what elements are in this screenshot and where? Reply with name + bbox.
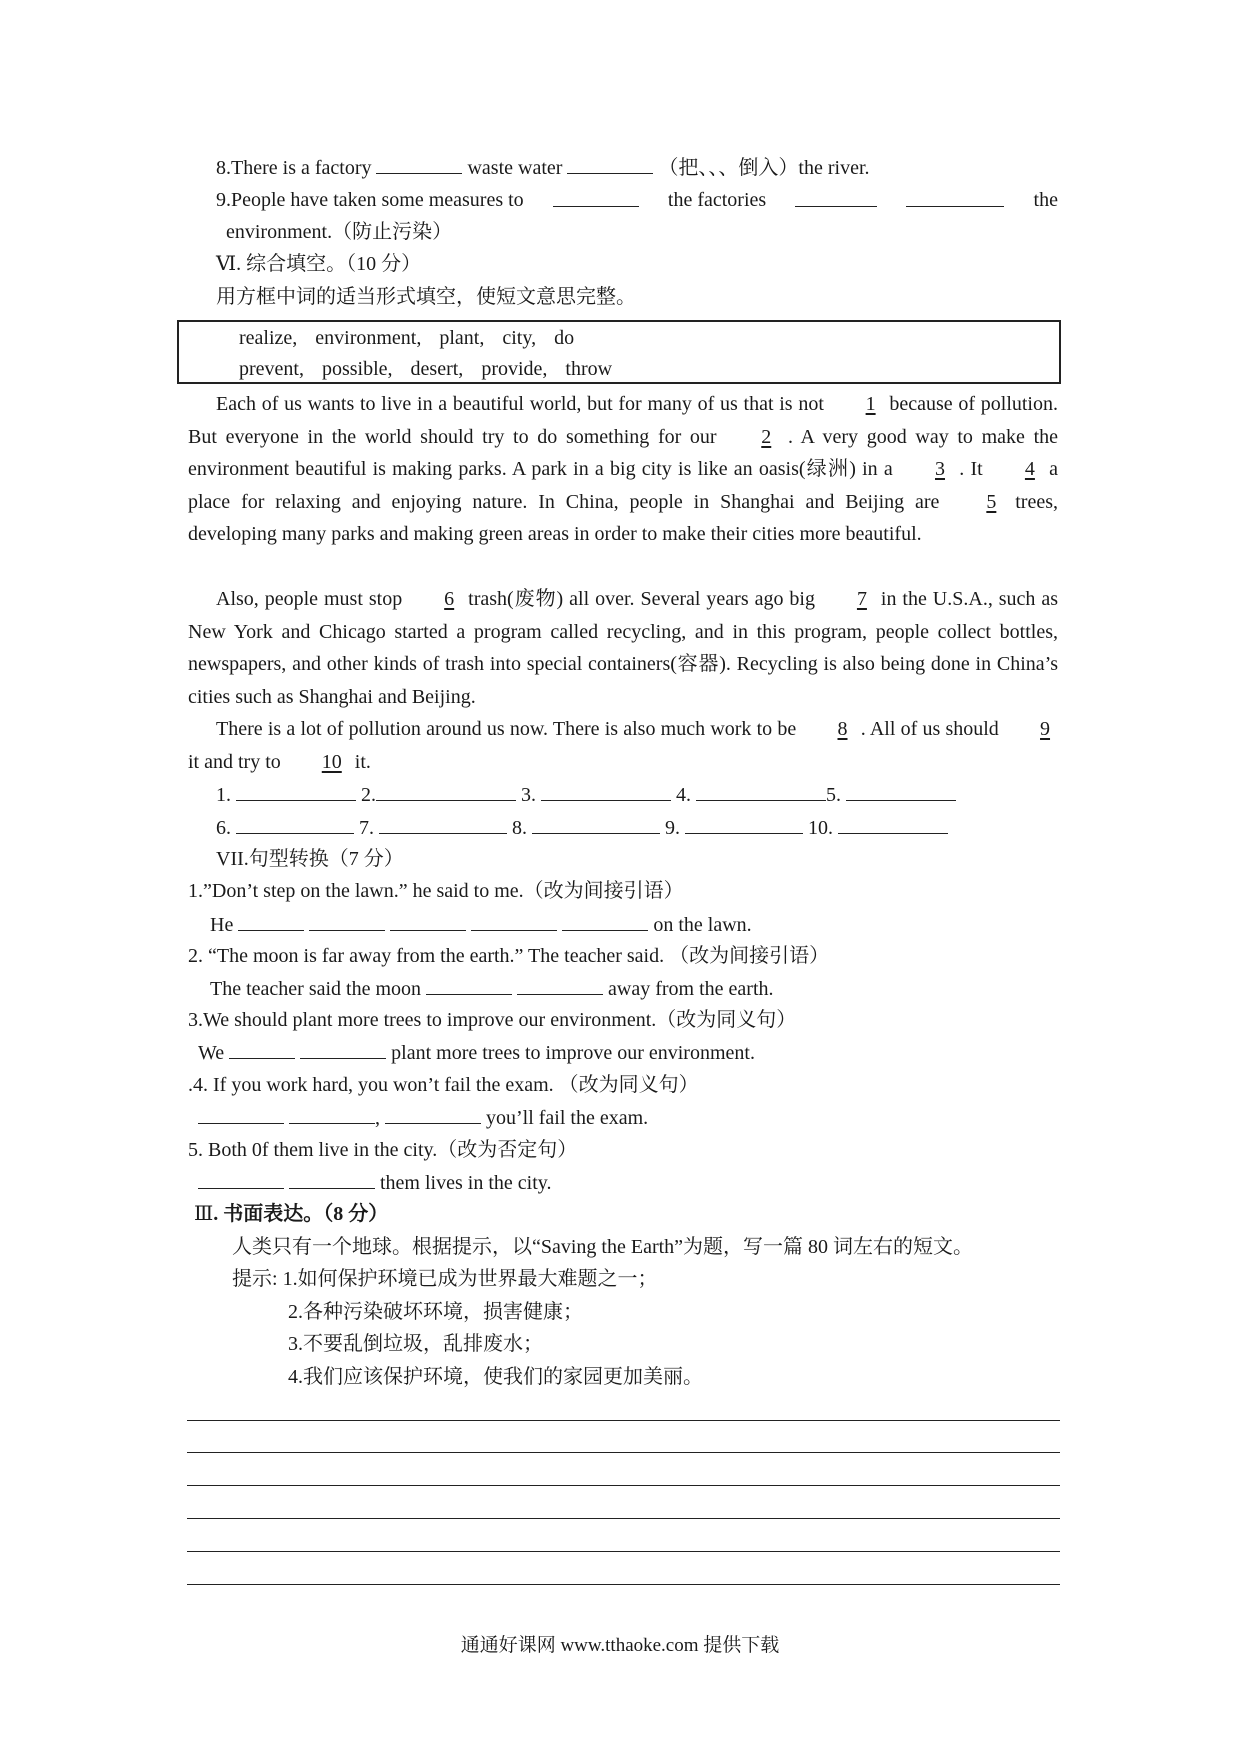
answer-blank[interactable] [289, 1166, 375, 1189]
word-bank-item: plant, [439, 327, 485, 349]
transform-q4-answer: , you’ll fail the exam. [198, 1101, 648, 1134]
cloze-paragraph-1: Each of us wants to live in a beautiful world, but for many of us that is not 1 because of pollution. But everyone in the world should try to do something for our 2 . A very good way to make the environment beautiful is making parks. A park in a big city is like an oasis(绿洲) in a 3 . It 4 a place for relaxing and enjoying nature. In China, people in Shanghai and Beijing are 5 trees, developing many parks and making green areas in order to make their cities more beautiful. [188, 388, 1058, 551]
cloze-blank-number: 1 [865, 393, 876, 415]
cloze-blank-number: 3 [935, 458, 945, 480]
section-heading-vi: Ⅵ. 综合填空。（10 分） [216, 253, 422, 275]
word-bank-item: environment, [315, 327, 422, 349]
transform-q3-prompt: 3.We should plant more trees to improve our environment.（改为同义句） [188, 1009, 797, 1031]
cloze-blank-number: 4 [1024, 458, 1035, 480]
word-bank-item: throw [565, 358, 613, 380]
cloze-blank-number: 9 [1040, 718, 1051, 740]
answer-row-1: 1. 2. 3. 4. 5. [216, 778, 956, 811]
answer-blank[interactable] [229, 1036, 295, 1059]
answer-blank[interactable] [795, 184, 877, 207]
answer-blank[interactable] [541, 778, 671, 801]
answer-blank[interactable] [238, 908, 304, 931]
cloze-paragraph-3: There is a lot of pollution around us now. There is also much work to be 8 . All of us should 9 it and try to 10 it. [188, 713, 1058, 778]
answer-blank[interactable] [471, 908, 557, 931]
answer-blank[interactable] [426, 972, 512, 995]
answer-blank[interactable] [390, 908, 466, 931]
answer-blank[interactable] [532, 811, 660, 834]
answer-blank[interactable] [379, 811, 507, 834]
word-bank-row-2 [239, 354, 630, 384]
answer-blank[interactable] [198, 1101, 284, 1124]
page-footer: 通通好课网 www.tthaoke.com 提供下载 [460, 1635, 780, 1656]
writing-line[interactable] [187, 1485, 1060, 1486]
answer-blank[interactable] [289, 1101, 375, 1124]
answer-blank[interactable] [846, 778, 956, 801]
answer-blank[interactable] [236, 778, 356, 801]
transform-q1-prompt: 1.”Don’t step on the lawn.” he said to me.（改为间接引语） [188, 880, 684, 902]
word-bank-item: provide, [481, 358, 548, 380]
cloze-blank-number: 6 [444, 588, 455, 610]
writing-line[interactable] [187, 1420, 1060, 1421]
section-heading-viii: Ⅲ. 书面表达。（8 分） [194, 1203, 389, 1225]
cloze-blank-number: 8 [837, 718, 848, 740]
answer-blank[interactable] [562, 908, 648, 931]
answer-blank[interactable] [553, 184, 639, 207]
transform-q2-prompt: 2. “The moon is far away from the earth.” The teacher said. （改为间接引语） [188, 945, 830, 967]
hint-line-1: 提示: 1.如何保护环境已成为世界最大难题之一； [232, 1268, 658, 1290]
answer-blank[interactable] [309, 908, 385, 931]
section-heading-vii: VII.句型转换（7 分） [216, 848, 404, 870]
hint-line-4: 4.我们应该保护环境，使我们的家园更加美丽。 [288, 1366, 703, 1388]
transform-q5-answer: them lives in the city. [198, 1166, 551, 1199]
transform-q3-answer: We plant more trees to improve our environment. [198, 1036, 755, 1069]
answer-blank[interactable] [517, 972, 603, 995]
hint-line-3: 3.不要乱倒垃圾，乱排废水； [288, 1333, 543, 1355]
answer-blank[interactable] [376, 778, 516, 801]
word-bank-item: possible, [321, 358, 393, 380]
word-bank-item: realize, [239, 327, 298, 349]
answer-blank[interactable] [838, 811, 948, 834]
transform-q2-answer: The teacher said the moon away from the earth. [210, 972, 774, 1005]
answer-blank[interactable] [696, 778, 826, 801]
hint-line-2: 2.各种污染破坏环境，损害健康； [288, 1301, 583, 1323]
cloze-blank-number: 7 [856, 588, 867, 610]
transform-q1-answer: He on the lawn. [210, 908, 752, 941]
word-bank-item: do [554, 327, 575, 349]
cloze-paragraph-2: Also, people must stop 6 trash(废物) all over. Several years ago big 7 in the U.S.A., such as New York and Chicago started a program called recycling, and in this program, people collect bottles, newspapers, and other kinds of trash into special containers(容器). Recycling is also being done in China’s cities such as Shanghai and Beijing. [188, 583, 1058, 713]
writing-line[interactable] [187, 1452, 1060, 1453]
answer-blank[interactable] [567, 151, 653, 174]
answer-blank[interactable] [685, 811, 803, 834]
answer-blank[interactable] [236, 811, 354, 834]
cloze-blank-number: 10 [321, 750, 342, 773]
answer-blank[interactable] [385, 1101, 481, 1124]
writing-line[interactable] [187, 1584, 1060, 1585]
question-9-continuation: environment.（防止污染） [226, 221, 453, 243]
question-8: 8.There is a factory waste water （把、、、倒入）the river. [216, 151, 870, 184]
answer-row-2: 6. 7. 8. 9. 10. [216, 811, 948, 844]
cloze-blank-number: 2 [761, 425, 772, 448]
transform-q5-prompt: 5. Both 0f them live in the city.（改为否定句） [188, 1139, 578, 1161]
word-bank-row-1 [239, 323, 592, 353]
cloze-blank-number: 5 [986, 490, 997, 513]
writing-line[interactable] [187, 1551, 1060, 1552]
answer-blank[interactable] [376, 151, 462, 174]
question-9: 9.People have taken some measures to the factories the [216, 184, 1058, 216]
word-bank-item: prevent, [239, 358, 304, 380]
answer-blank[interactable] [198, 1166, 284, 1189]
word-bank-item: city, [502, 327, 537, 349]
section-instruction-vi: 用方框中词的适当形式填空，使短文意思完整。 [216, 286, 636, 308]
answer-blank[interactable] [300, 1036, 386, 1059]
writing-line[interactable] [187, 1518, 1060, 1519]
writing-task: 人类只有一个地球。根据提示，以“Saving the Earth”为题，写一篇 80 词左右的短文。 [232, 1236, 974, 1258]
transform-q4-prompt: .4. If you work hard, you won’t fail the exam. （改为同义句） [188, 1074, 699, 1096]
word-bank-item: desert, [410, 358, 464, 380]
answer-blank[interactable] [906, 184, 1004, 207]
word-bank-box [177, 320, 1061, 384]
